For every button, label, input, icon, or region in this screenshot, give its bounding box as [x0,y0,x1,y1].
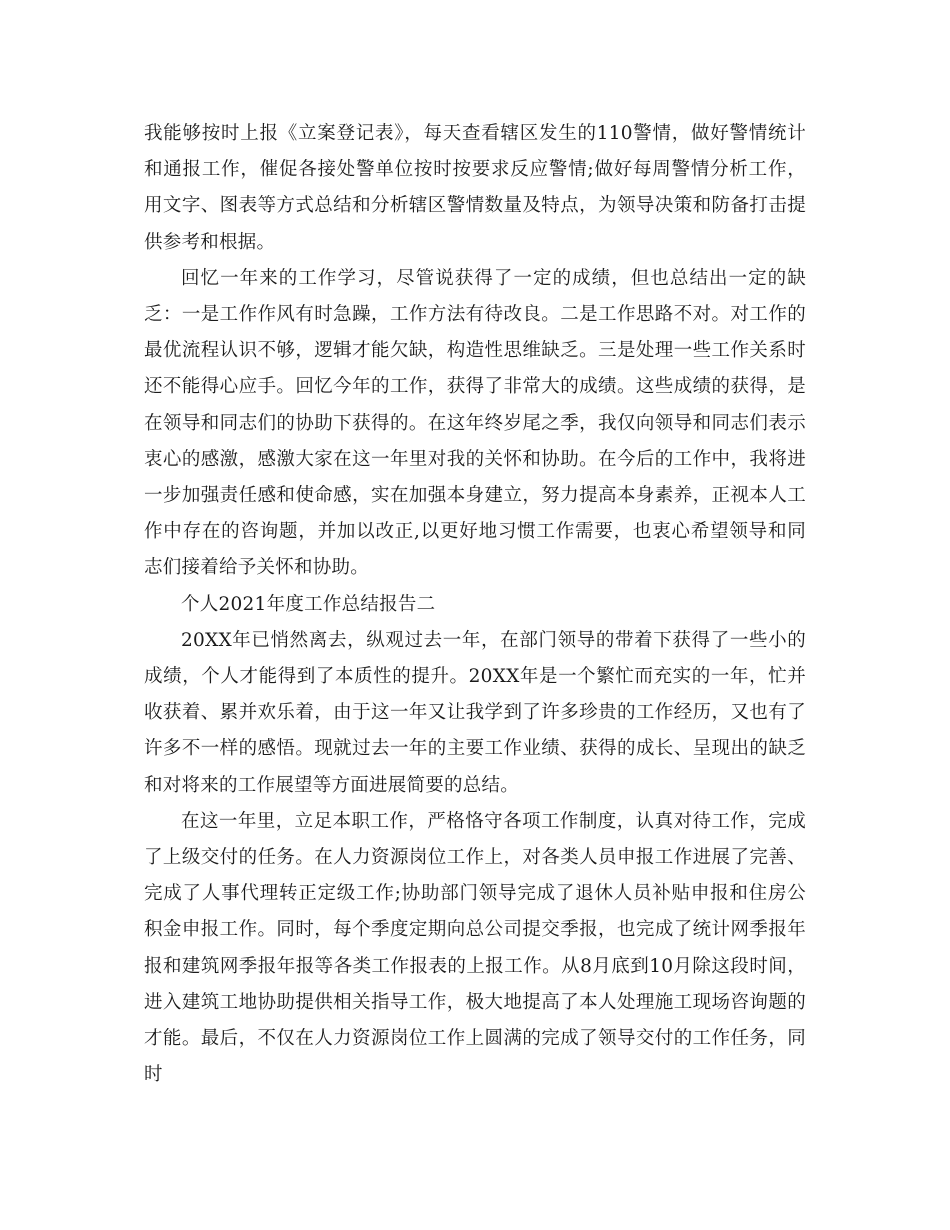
paragraph-2: 回忆一年来的工作学习，尽管说获得了一定的成绩，但也总结出一定的缺乏：一是工作作风有时急躁，工作方法有待改良。二是工作思路不对。对工作的最优流程认识不够，逻辑才能欠缺，构造性思维缺乏。三是处理一些工作关系时还不能得心应手。回忆今年的工作，获得了非常大的成绩。这些成绩的获得，是在领导和同志们的协助下获得的。在这年终岁尾之季，我仅向领导和同志们表示衷心的感激，感激大家在这一年里对我的关怀和协助。在今后的工作中，我将进一步加强责任感和使命感，实在加强本身建立，努力提高本身素养，正视本人工作中存在的咨询题，并加以改正,以更好地习惯工作需要，也衷心希望领导和同志们接着给予关怀和协助。 [144,267,806,579]
paragraph-1: 我能够按时上报《立案登记表》，每天查看辖区发生的110警情，做好警情统计和通报工作，催促各接处警单位按时按要求反应警情;做好每周警情分析工作，用文字、图表等方式总结和分析辖区警情数量及特点，为领导决策和防备打击提供参考和根据。 [144,123,806,253]
paragraph-3: 20XX年已悄然离去，纵观过去一年，在部门领导的带着下获得了一些小的成绩，个人才能得到了本质性的提升。20XX年是一个繁忙而充实的一年，忙并收获着、累并欢乐着，由于这一年又让我学到了许多珍贵的工作经历，又也有了许多不一样的感悟。现就过去一年的主要工作业绩、获得的成长、呈现出的缺乏和对将来的工作展望等方面进展简要的总结。 [144,629,806,796]
document-body [144,116,806,1093]
section-heading: 个人2021年度工作总结报告二 [181,593,436,615]
paragraph-4: 在这一年里，立足本职工作，严格恪守各项工作制度，认真对待工作，完成了上级交付的任务。在人力资源岗位工作上，对各类人员申报工作进展了完善、完成了人事代理转正定级工作;协助部门领导完成了退休人员补贴申报和住房公积金申报工作。同时，每个季度定期向总公司提交季报，也完成了统计网季报年报和建筑网季报年报等各类工作报表的上报工作。从8月底到10月除这段时间，进入建筑工地协助提供相关指导工作，极大地提高了本人处理施工现场咨询题的才能。最后，不仅在人力资源岗位工作上圆满的完成了领导交付的工作任务，同时 [144,810,806,1086]
